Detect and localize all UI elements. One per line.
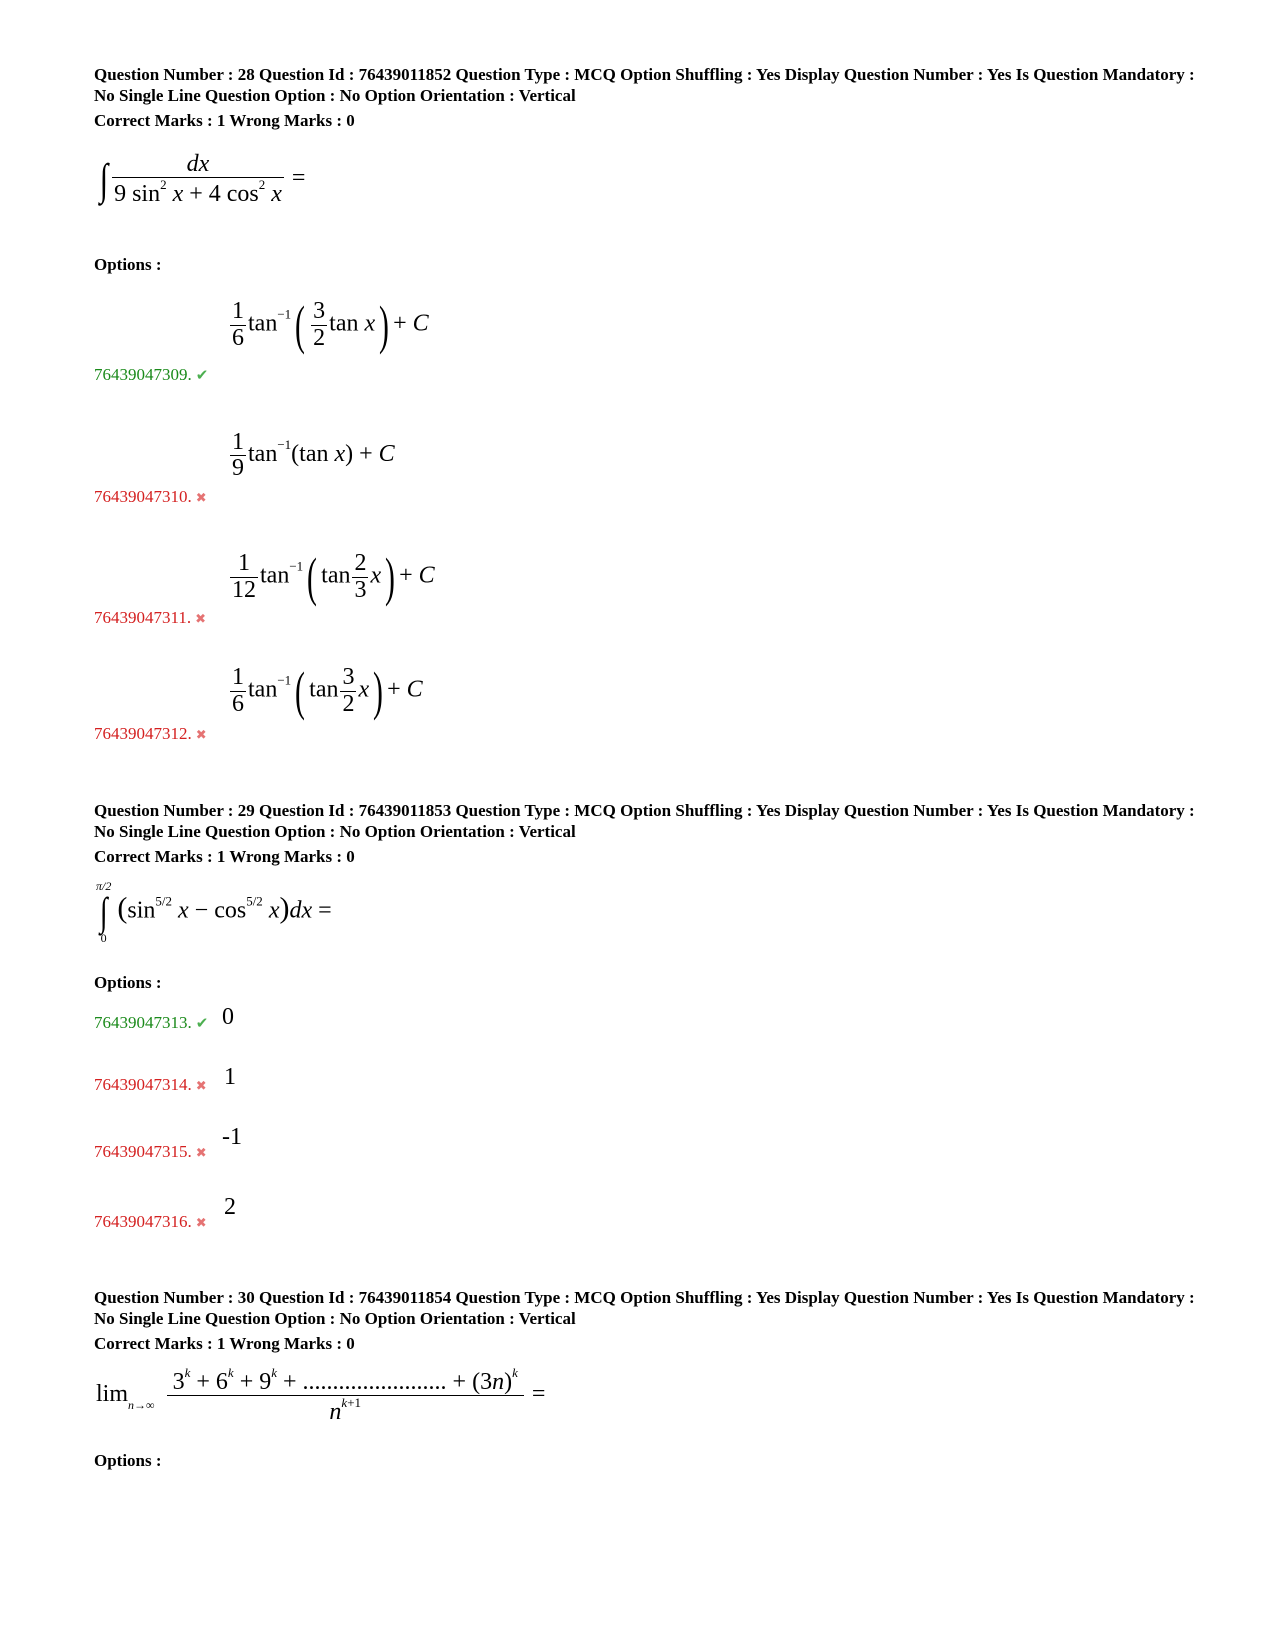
option-value: 0 (222, 1004, 234, 1030)
cross-icon: ✖ (195, 1078, 207, 1093)
option-formula: $\frac{1}{12}$ $\tan^{-1}$( tan $\frac{2}{3}$ x) + C (232, 547, 435, 607)
option-formula: $\frac{1}{9}$ $\tan^{-1}(\tan$ x) + C (232, 429, 395, 482)
options-label: Options : (94, 255, 162, 274)
question-28-formula: ∫ $\frac{dx}{9 \sin^2 x + 4 \cos^2 x}$ = (99, 151, 306, 208)
option-id[interactable]: 76439047311. ✖ (94, 608, 207, 627)
question-header: Question Number : 28 Question Id : 76439011852 Question Type : MCQ Option Shuffling : Yes Display Question Number : Yes Is Question Mandatory : No Single Line Question Option : No Option Orientation : Vertical (94, 65, 1195, 105)
question-29 (94, 800, 1204, 867)
option-value: 1 (224, 1064, 236, 1090)
option-value: -1 (222, 1124, 242, 1150)
option-id[interactable]: 76439047315. ✖ (94, 1142, 207, 1161)
question-marks: Correct Marks : 1 Wrong Marks : 0 (94, 847, 355, 866)
cross-icon: ✖ (195, 1215, 207, 1230)
question-marks: Correct Marks : 1 Wrong Marks : 0 (94, 111, 355, 130)
options-label: Options : (94, 973, 162, 992)
options-label: Options : (94, 1451, 162, 1470)
option-id[interactable]: 76439047309. ✔ (94, 365, 209, 384)
check-icon: ✔ (195, 1016, 209, 1032)
option-id[interactable]: 76439047312. ✖ (94, 724, 207, 743)
option-formula: $\frac{1}{6}$ $\tan^{-1}$( $\frac{3}{2}$ tan x) + C (232, 295, 429, 355)
option-id[interactable]: 76439047314. ✖ (94, 1075, 207, 1094)
question-30 (94, 1287, 1204, 1354)
check-icon: ✔ (195, 368, 209, 384)
option-id[interactable]: 76439047310. ✖ (94, 487, 207, 506)
question-29-formula: π/2 ∫ 0 ($\sin^{5/2}$ $x - \cos^{5/2} x)dx$ = (96, 879, 332, 945)
cross-icon: ✖ (195, 727, 207, 742)
question-marks: Correct Marks : 1 Wrong Marks : 0 (94, 1334, 355, 1353)
option-id[interactable]: 76439047313. ✔ (94, 1013, 209, 1032)
question-30-formula: $\lim_{n\to\infty}$ $\frac{3^k + 6^k + 9^k + ........................ + (3n)^k}{n^{k+1}}$ = (96, 1365, 546, 1426)
question-header: Question Number : 30 Question Id : 76439011854 Question Type : MCQ Option Shuffling : Yes Display Question Number : Yes Is Question Mandatory : No Single Line Question Option : No Option Orientation : Vertical (94, 1288, 1195, 1328)
option-formula: $\frac{1}{6}$ $\tan^{-1}$( tan $\frac{3}{2}$ x) + C (232, 661, 423, 721)
question-28 (94, 64, 1204, 131)
cross-icon: ✖ (195, 611, 207, 626)
option-id[interactable]: 76439047316. ✖ (94, 1212, 207, 1231)
option-value: 2 (224, 1194, 236, 1220)
cross-icon: ✖ (195, 1145, 207, 1160)
question-header: Question Number : 29 Question Id : 76439011853 Question Type : MCQ Option Shuffling : Yes Display Question Number : Yes Is Question Mandatory : No Single Line Question Option : No Option Orientation : Vertical (94, 801, 1195, 841)
cross-icon: ✖ (195, 490, 207, 505)
